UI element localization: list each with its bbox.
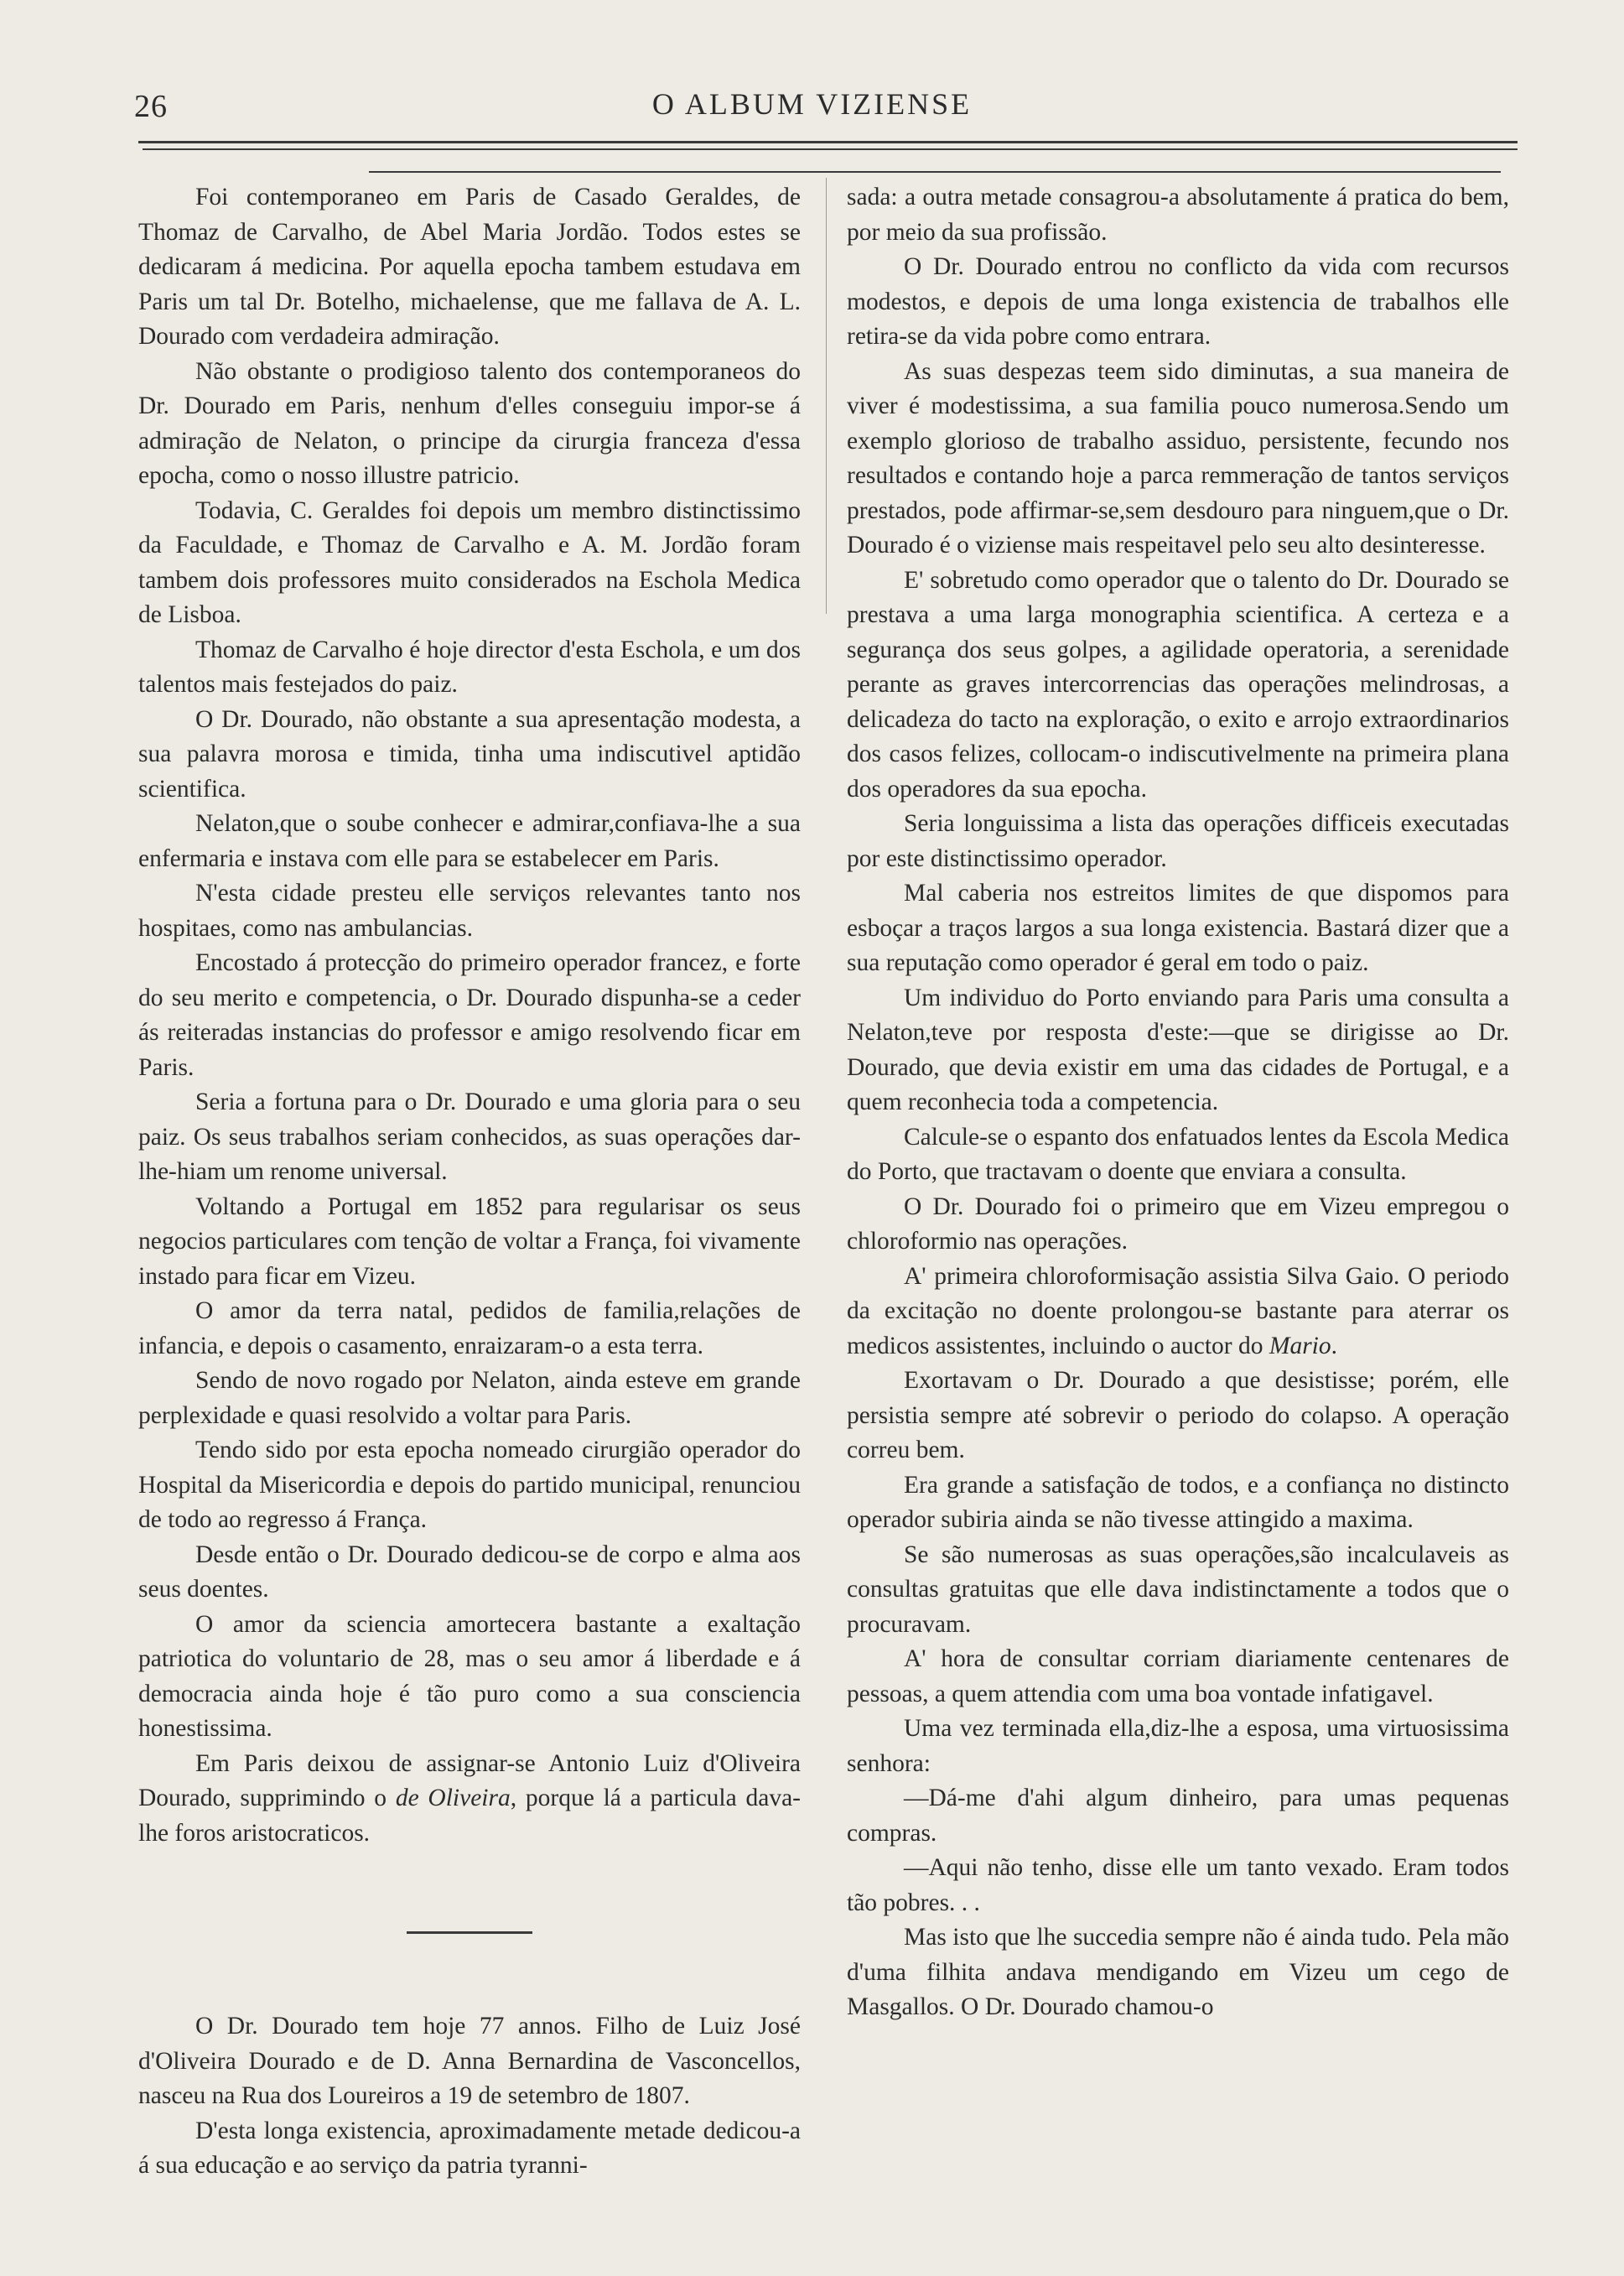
left-paragraph-15: O amor da sciencia amortecera bastante a exaltação patriotica do voluntario de 28, mas o seu amor á liberdade e á democracia ainda hoje é tão puro como a sua consciencia honestissima. [138,1610,801,1742]
left-paragraph-10: Voltando a Portugal em 1852 para regularisar os seus negocios particulares com tenção de voltar a França, foi vivamente instado para ficar em Vizeu. [138,1193,801,1290]
left-paragraph-7: N'esta cidade presteu elle serviços relevantes tanto nos hospitaes, como nas ambulancias. [138,880,801,942]
right-paragraph-3: E' sobretudo como operador que o talento do Dr. Dourado se prestava a uma larga monographia scientifica. A certeza e a segurança dos seus golpes, a agilidade operatoria, a serenidade perante as graves intercorrencias das operações melindrosas, a delicadeza do tacto na exploração, o exito e arrojo extraordinarios dos casos felizes, collocam-o indiscutivelmente na primeira plana dos operadores da sua epocha. [847,566,1509,803]
column-divider [826,178,827,614]
right-paragraph-12: Se são numerosas as suas operações,são incalculaveis as consultas gratuitas que elle dava indistinctamente a todos que o procuravam. [847,1541,1509,1638]
right-paragraph-9-text-b: . [1331,1332,1337,1359]
right-paragraph-13: A' hora de consultar corriam diariamente centenares de pessoas, a quem attendia com uma boa vontade infatigavel. [847,1645,1509,1707]
left-paragraph-9: Seria a fortuna para o Dr. Dourado e uma gloria para o seu paiz. Os seus trabalhos seriam conhecidos, as suas operações dar-lhe-hiam um renome universal. [138,1089,801,1185]
left-paragraph-1: Foi contemporaneo em Paris de Casado Geraldes, de Thomaz de Carvalho, de Abel Maria Jordão. Todos estes se dedicaram á medicina. Por aquella epocha tambem estudava em Paris um tal Dr. Botelho, michaelense, que me fallava de A. L. Dourado com verdadeira admiração. [138,184,801,350]
left-paragraph-16-text-a: Em Paris deixou de assignar-se Antonio Luiz d'Oliveira Dourado, supprimindo o [138,1749,801,1811]
running-title: O ALBUM VIZIENSE [651,87,973,121]
right-paragraph-14: Uma vez terminada ella,diz-lhe a esposa, uma virtuosissima senhora: [847,1715,1509,1777]
right-paragraph-11: Era grande a satisfação de todos, e a confiança no distincto operador subiria ainda se não tivesse attingido a maxima. [847,1471,1509,1533]
right-paragraph-7: Calcule-se o espanto dos enfatuados lentes da Escola Medica do Porto, que tractavam o doente que enviara a consulta. [847,1123,1509,1185]
left-paragraph-3: Todavia, C. Geraldes foi depois um membro distinctissimo da Faculdade, e Thomaz de Carvalho e A. M. Jordão foram tambem dois professores muito considerados na Eschola Medica de Lisboa. [138,496,801,628]
right-paragraph-1: O Dr. Dourado entrou no conflicto da vida com recursos modestos, e depois de uma longa existencia de trabalhos elle retira-se da vida pobre como entrara. [847,253,1509,350]
left-column [138,180,801,2184]
left-paragraph-6: Nelaton,que o soube conhecer e admirar,confiava-lhe a sua enfermaria e instava com elle para se estabelecer em Paris. [138,810,801,872]
right-paragraph-4: Seria longuissima a lista das operações difficeis executadas por este distinctissimo operador. [847,810,1509,872]
right-column [847,180,1509,2025]
left-paragraph-8: Encostado á protecção do primeiro operador francez, e forte do seu merito e competencia, o Dr. Dourado dispunha-se a ceder ás reiteradas instancias do professor e amigo resolvendo ficar em Paris. [138,949,801,1081]
right-paragraph-15: —Dá-me d'ahi algum dinheiro, para umas pequenas compras. [847,1785,1509,1847]
section-separator [407,1931,532,1934]
right-paragraph-2: As suas despezas teem sido diminutas, a sua maneira de viver é modestissima, a sua familia pouco numerosa.Sendo um exemplo glorioso de trabalho assiduo, persistente, fecundo nos resultados e contando hoje a parca remmeração de tantos serviços prestados, pode affirmar-se,sem desdouro para ninguem,que o Dr. Dourado é o viziense mais respeitavel pelo seu alto desinteresse. [847,357,1509,559]
left-paragraph-12: Sendo de novo rogado por Nelaton, ainda esteve em grande perplexidade e quasi resolvido a voltar para Paris. [138,1367,801,1429]
page-number: 26 [134,89,168,124]
left-paragraph-18: D'esta longa existencia, aproximadamente metade dedicou-a á sua educação e ao serviço da patria tyranni- [138,2117,801,2179]
left-paragraph-2: Não obstante o prodigioso talento dos contemporaneos do Dr. Dourado em Paris, nenhum d'elles conseguiu impor-se á admiração de Nelaton, o principe da cirurgia franceza d'essa epocha, como o nosso illustre patricio. [138,357,801,489]
left-paragraph-5: O Dr. Dourado, não obstante a sua apresentação modesta, a sua palavra morosa e timida, tinha uma indiscutivel aptidão scientifica. [138,705,801,803]
italic-de-oliveira: de Oliveira [395,1785,511,1811]
right-paragraph-9-text-a: A' primeira chloroformisação assistia Silva Gaio. O periodo da excitação no doente prolongou-se bastante para aterrar os medicos assistentes, incluindo o auctor do [847,1262,1509,1359]
right-paragraph-10: Exortavam o Dr. Dourado a que desistisse; porém, elle persistia sempre até sobrevir o periodo do colapso. A operação correu bem. [847,1367,1509,1463]
header-rule-bottom [369,171,1501,173]
left-paragraph-11: O amor da terra natal, pedidos de familia,relações de infancia, e depois o casamento, enraizaram-o a esta terra. [138,1297,801,1359]
left-paragraph-4: Thomaz de Carvalho é hoje director d'esta Eschola, e um dos talentos mais festejados do paiz. [138,636,801,698]
right-paragraph-16: —Aqui não tenho, disse elle um tanto vexado. Eram todos tão pobres. . . [847,1854,1509,1916]
right-paragraph-17: Mas isto que lhe succedia sempre não é ainda tudo. Pela mão d'uma filhita andava mendigando em Vizeu um cego de Masgallos. O Dr. Dourado chamou-o [847,1924,1509,2020]
left-paragraph-16 [138,1747,801,1852]
right-paragraph-continued: sada: a outra metade consagrou-a absolutamente á pratica do bem, por meio da sua profissão. [847,184,1509,246]
right-paragraph-6: Um individuo do Porto enviando para Paris uma consulta a Nelaton,teve por resposta d'este:—que se dirigisse ao Dr. Dourado, que devia existir em uma das cidades de Portugal, e a quem reconhecia toda a competencia. [847,984,1509,1115]
header-rule-top [138,141,1518,143]
right-paragraph-5: Mal caberia nos estreitos limites de que dispomos para esboçar a traços largos a sua longa existencia. Bastará dizer que a sua reputação como operador é geral em todo o paiz. [847,880,1509,976]
right-paragraph-9 [847,1260,1509,1364]
left-paragraph-17: O Dr. Dourado tem hoje 77 annos. Filho de Luiz José d'Oliveira Dourado e de D. Anna Bernardina de Vasconcellos, nasceu na Rua dos Loureiros a 19 de setembro de 1807. [138,2013,801,2109]
left-paragraph-16-text-b: , porque lá a particula dava-lhe foros aristocraticos. [138,1785,801,1847]
italic-mario: Mario [1269,1332,1331,1359]
right-paragraph-8: O Dr. Dourado foi o primeiro que em Vizeu empregou o chloroformio nas operações. [847,1193,1509,1255]
header-rule-middle [143,148,1518,150]
left-paragraph-14: Desde então o Dr. Dourado dedicou-se de corpo e alma aos seus doentes. [138,1541,801,1603]
left-paragraph-13: Tendo sido por esta epocha nomeado cirurgião operador do Hospital da Misericordia e depois do partido municipal, renunciou de todo ao regresso á França. [138,1437,801,1533]
